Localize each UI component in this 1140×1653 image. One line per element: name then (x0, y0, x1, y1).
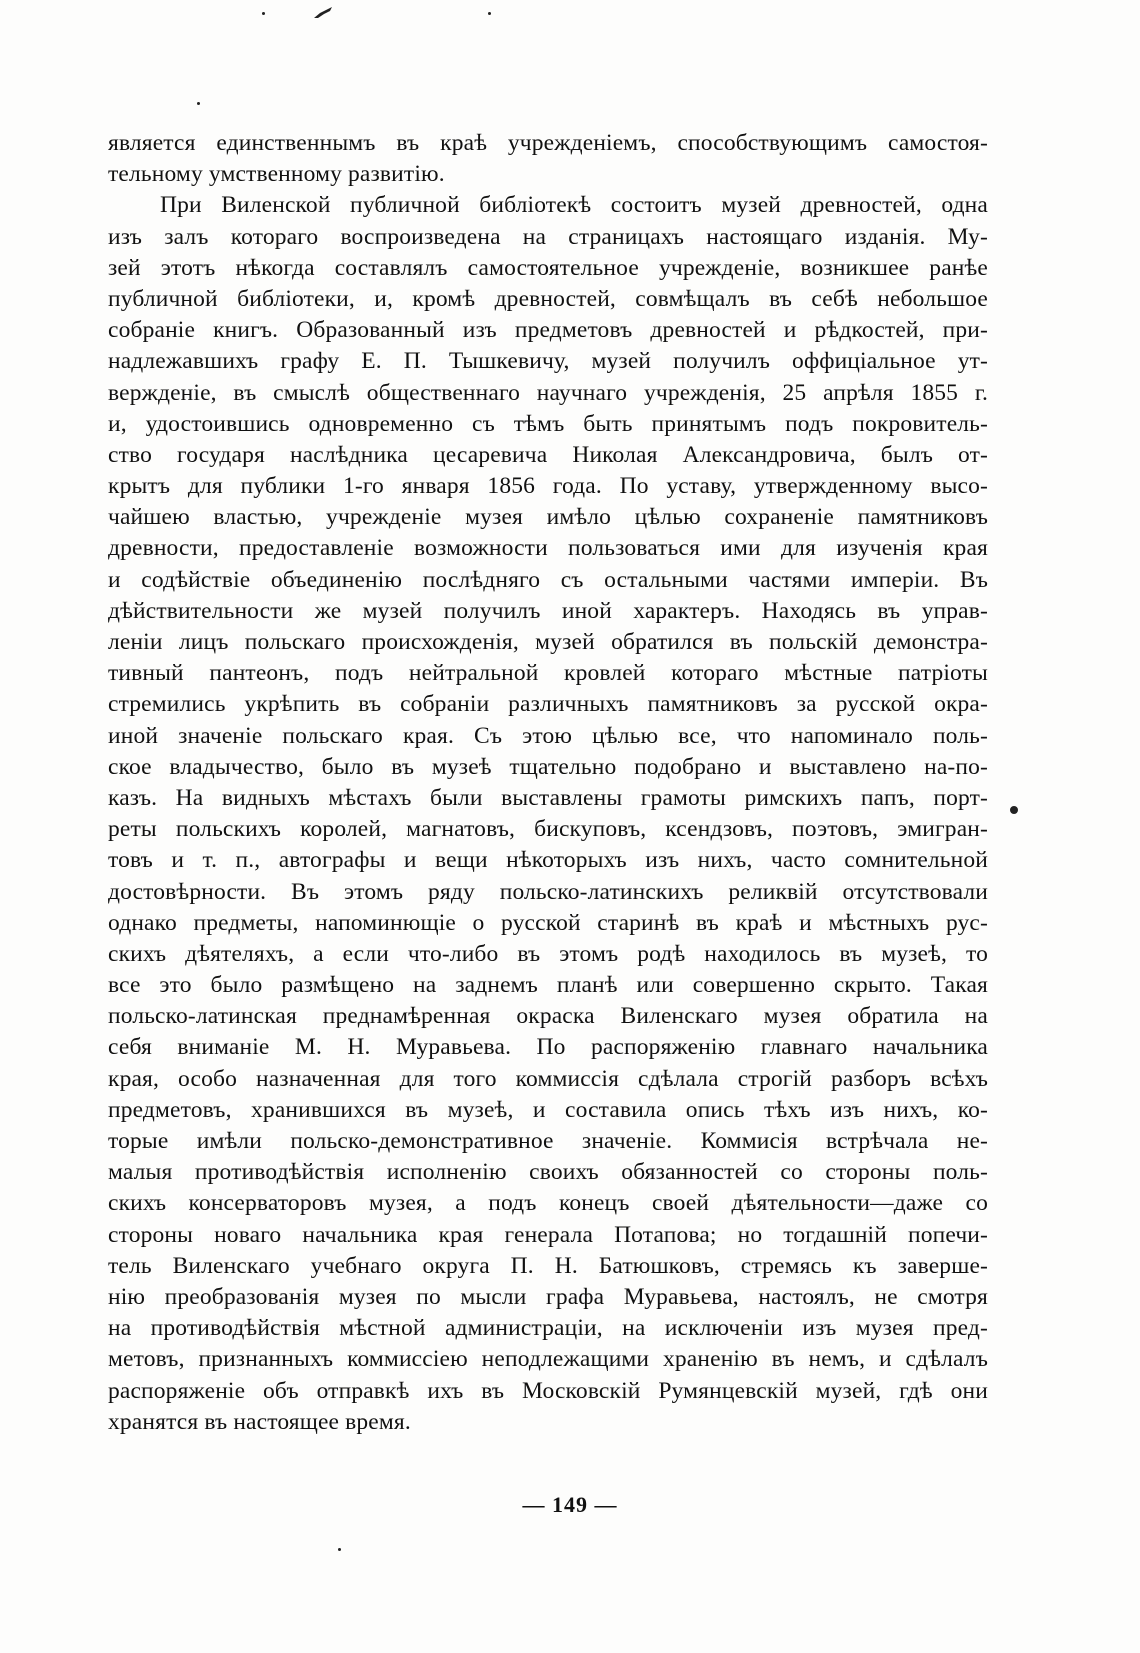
text-line: все это было размѣщено на заднемъ планѣ или совершенно скрыто. Такая (108, 972, 988, 999)
ink-speck (262, 12, 265, 15)
page-number: — 149 — (522, 1492, 618, 1517)
text-line: собраніе книгъ. Образованный изъ предметовъ древностей и рѣдкостей, при- (108, 317, 988, 344)
ink-speck (197, 102, 200, 105)
text-line: публичной библіотеки, и, кромѣ древностей, совмѣщалъ въ себѣ небольшое (108, 285, 988, 312)
text-line: реты польскихъ королей, магнатовъ, бискуповъ, ксендзовъ, поэтовъ, эмигран- (108, 816, 988, 843)
text-line: нію преобразованія музея по мысли графа Муравьева, настоялъ, не смотря (108, 1283, 988, 1310)
text-line: ское владычество, было въ музеѣ тщательно подобрано и выставлено на-по- (108, 753, 988, 780)
text-line: однако предметы, напоминющіе о русской старинѣ въ краѣ и мѣстныхъ рус- (108, 909, 988, 936)
text-line: иной значеніе польскаго края. Съ этою цѣлью все, что напоминало поль- (108, 722, 988, 749)
text-line: дѣйствительности же музей получилъ иной характеръ. Находясь въ управ- (108, 597, 988, 624)
text-line: тель Виленскаго учебнаго округа П. Н. Батюшковъ, стремясь къ заверше- (108, 1252, 988, 1279)
ink-speck (338, 1548, 341, 1551)
text-line: вержденіе, въ смыслѣ общественнаго научнаго учрежденія, 25 апрѣля 1855 г. (108, 379, 988, 406)
text-line: скихъ консерваторовъ музея, а подъ конецъ своей дѣятельности—даже со (108, 1190, 988, 1217)
text-line: При Виленской публичной библіотекѣ состоитъ музей древностей, одна (160, 192, 988, 219)
text-line: достовѣрности. Въ этомъ ряду польско-латинскихъ реликвій отсутствовали (108, 878, 988, 905)
text-line: является единственнымъ въ краѣ учрежденіемъ, способствующимъ самостоя- (108, 130, 988, 156)
text-line: крытъ для публики 1-го января 1856 года. По уставу, утвержденному высо- (108, 473, 988, 500)
text-line: скихъ дѣятеляхъ, а если что-либо въ этомъ родѣ находилось въ музеѣ, то (108, 940, 988, 967)
text-line: чайшею властью, учрежденіе музея имѣло цѣлью сохраненіе памятниковъ (108, 504, 988, 531)
text-line: тивный пантеонъ, подъ нейтральной кровлей котораго мѣстные патріоты (108, 660, 988, 687)
text-line: предметовъ, хранившихся въ музеѣ, и составила опись тѣхъ изъ нихъ, ко- (108, 1096, 988, 1123)
text-line: и, удостоившись одновременно съ тѣмъ быть принятымъ подъ покровитель- (108, 410, 988, 437)
text-line: польско-латинская преднамѣренная окраска Виленскаго музея обратила на (108, 1003, 988, 1030)
text-line: стремились укрѣпить въ собраніи различныхъ памятниковъ за русской окра- (108, 691, 988, 718)
text-line: древности, предоставленіе возможности пользоваться ими для изученія края (108, 535, 988, 562)
text-line: изъ залъ котораго воспроизведена на страницахъ настоящаго изданія. Му- (108, 223, 988, 250)
text-line: надлежавшихъ графу Е. П. Тышкевичу, музей получилъ оффиціальное ут- (108, 348, 988, 375)
text-line: торые имѣли польско-демонстративное значеніе. Коммисія встрѣчала не- (108, 1128, 988, 1154)
text-line: казъ. На видныхъ мѣстахъ были выставлены грамоты римскихъ папъ, порт- (108, 784, 988, 811)
text-line: и содѣйствіе объединенію послѣдняго съ остальными частями имперіи. Въ (108, 566, 988, 593)
text-line: распоряженіе объ отправкѣ ихъ въ Московскій Румянцевскій музей, гдѣ они (108, 1377, 988, 1404)
text-line: малыя противодѣйствія исполненію своихъ обязанностей со стороны поль- (108, 1159, 988, 1186)
ink-blot-mark (312, 6, 334, 20)
text-line: зей этотъ нѣкогда составлялъ самостоятельное учрежденіе, возникшее ранѣе (108, 254, 988, 281)
ink-speck (1010, 806, 1018, 814)
text-line: края, особо назначенная для того коммиссія сдѣлала строгій разборъ всѣхъ (108, 1065, 988, 1092)
text-line: товъ и т. п., автографы и вещи нѣкоторыхъ изъ нихъ, часто сомнительной (108, 847, 988, 874)
body-text (108, 128, 988, 1438)
text-line: хранятся въ настоящее время. (108, 1408, 411, 1435)
text-line: ство государя наслѣдника цесаревича Николая Александровича, былъ от- (108, 441, 988, 468)
text-line: на противодѣйствія мѣстной администраціи, на исключеніи изъ музея пред- (108, 1315, 988, 1342)
text-line: метовъ, признанныхъ коммиссіею неподлежащими храненію въ немъ, и сдѣлалъ (108, 1346, 988, 1373)
text-line: тельному умственному развитію. (108, 161, 445, 188)
text-line: себя вниманіе М. Н. Муравьева. По распоряженію главнаго начальника (108, 1034, 988, 1061)
text-line: стороны новаго начальника края генерала Потапова; но тогдашній попечи- (108, 1221, 988, 1248)
text-line: леніи лицъ польскаго происхожденія, музей обратился въ польскій демонстра- (108, 629, 988, 655)
ink-speck (488, 12, 491, 15)
